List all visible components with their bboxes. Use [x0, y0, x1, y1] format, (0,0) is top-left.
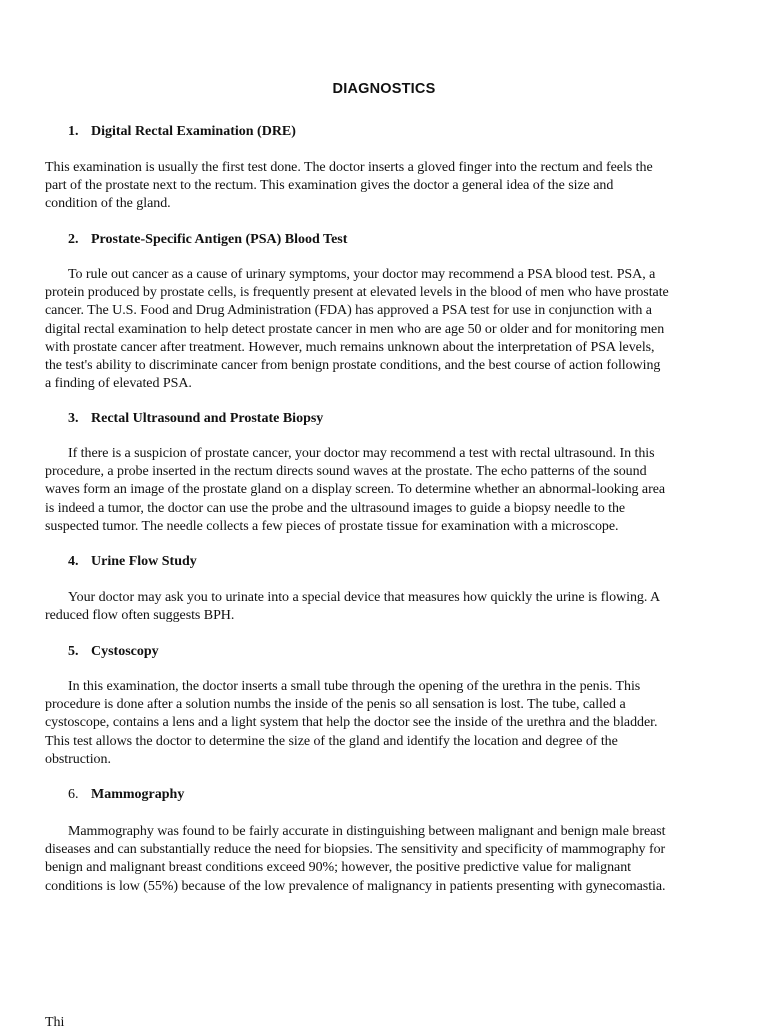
- section-title: Rectal Ultrasound and Prostate Biopsy: [91, 411, 324, 426]
- section-paragraph-mammography: [45, 823, 725, 896]
- section-title: Mammography: [91, 787, 185, 802]
- section-heading-psa: [68, 231, 347, 249]
- section-number: 4.: [68, 554, 79, 569]
- paragraph-line: If there is a suspicion of prostate cancer, your doctor may recommend a test with rectal ultrasound. In this: [68, 446, 655, 461]
- section-number: 6.: [68, 787, 79, 802]
- paragraph-line: cystoscope, contains a lens and a light system that help the doctor see the inside of the urethra and the bladder.: [45, 715, 658, 731]
- paragraph-line: digital rectal examination to help detect prostate cancer in men who are age 50 or older and for monitoring men: [45, 321, 665, 337]
- section-heading-ultrasound: [68, 410, 323, 428]
- paragraph-line: a finding of elevated PSA.: [45, 376, 192, 392]
- section-number: 2.: [68, 232, 79, 247]
- paragraph-line: part of the prostate next to the rectum. This examination gives the doctor a general idea of the size and: [45, 178, 614, 194]
- paragraph-line: suspected tumor. The needle collects a few pieces of prostate tissue for examination with a microscope.: [45, 518, 619, 534]
- section-paragraph-urine-flow: [45, 589, 725, 625]
- paragraph-line: waves form an image of the prostate gland on a display screen. To determine whether an abnormal-looking area: [45, 482, 666, 498]
- paragraph-line: conditions is low (55%) because of the low prevalence of malignancy in patients presenting with gynecomastia.: [45, 878, 666, 894]
- section-number: 5.: [68, 644, 79, 659]
- section-heading-cystoscopy: [68, 643, 159, 661]
- section-title: Cystoscopy: [91, 644, 159, 659]
- paragraph-line: benign and malignant breast conditions exceed 90%; however, the positive predictive value for malignant: [45, 860, 631, 876]
- paragraph-line: In this examination, the doctor inserts a small tube through the opening of the urethra in the penis. This: [68, 679, 641, 694]
- paragraph-line: Mammography was found to be fairly accurate in distinguishing between malignant and benign male breast: [68, 824, 666, 839]
- section-paragraph-cystoscopy: [45, 678, 725, 769]
- paragraph-line: reduced flow often suggests BPH.: [45, 608, 235, 624]
- section-title: Digital Rectal Examination (DRE): [91, 124, 296, 139]
- paragraph-line: Your doctor may ask you to urinate into a special device that measures how quickly the urine is flowing. A: [68, 590, 661, 605]
- paragraph-line: protein produced by prostate cells, is frequently present at elevated levels in the blood of men who have prostate: [45, 285, 669, 301]
- section-heading-urine-flow: [68, 553, 197, 571]
- paragraph-line: This examination is usually the first test done. The doctor inserts a gloved finger into the rectum and feels the: [45, 160, 653, 175]
- paragraph-line: with prostate cancer after treatment. However, much remains unknown about the interpretation of PSA levels,: [45, 339, 655, 355]
- section-title: Urine Flow Study: [91, 554, 197, 569]
- section-heading-dre: [68, 123, 296, 141]
- paragraph-line: obstruction.: [45, 751, 111, 767]
- section-number: 1.: [68, 124, 79, 139]
- section-paragraph-dre: [45, 159, 725, 214]
- paragraph-line: condition of the gland.: [45, 196, 171, 212]
- paragraph-line: This test allows the doctor to determine the size of the gland and identify the location and degree of the: [45, 733, 618, 749]
- paragraph-line: procedure, a probe inserted in the rectum directs sound waves at the prostate. The echo patterns of the sound: [45, 464, 647, 480]
- cut-off-text: Thi: [45, 1015, 65, 1030]
- paragraph-line: the test's ability to discriminate cancer from benign prostate conditions, and the best course of action following: [45, 358, 661, 374]
- section-title: Prostate-Specific Antigen (PSA) Blood Test: [91, 232, 348, 247]
- paragraph-line: cancer. The U.S. Food and Drug Administration (FDA) has approved a PSA test for use in conjunction with a: [45, 303, 652, 319]
- section-paragraph-psa: [45, 266, 725, 393]
- paragraph-line: is indeed a tumor, the doctor can use the probe and the ultrasound images to guide a biopsy needle to the: [45, 500, 626, 516]
- section-number: 3.: [68, 411, 79, 426]
- paragraph-line: To rule out cancer as a cause of urinary symptoms, your doctor may recommend a PSA blood test. PSA, a: [68, 267, 656, 282]
- paragraph-line: procedure is done after a solution numbs the inside of the penis so all sensation is lost. The tube, called a: [45, 697, 626, 713]
- document-title: DIAGNOSTICS: [332, 81, 436, 97]
- section-heading-mammography: [68, 786, 184, 804]
- section-paragraph-ultrasound: [45, 445, 725, 536]
- paragraph-line: diseases and can substantially reduce the need for biopsies. The sensitivity and specificity of mammography for: [45, 842, 666, 858]
